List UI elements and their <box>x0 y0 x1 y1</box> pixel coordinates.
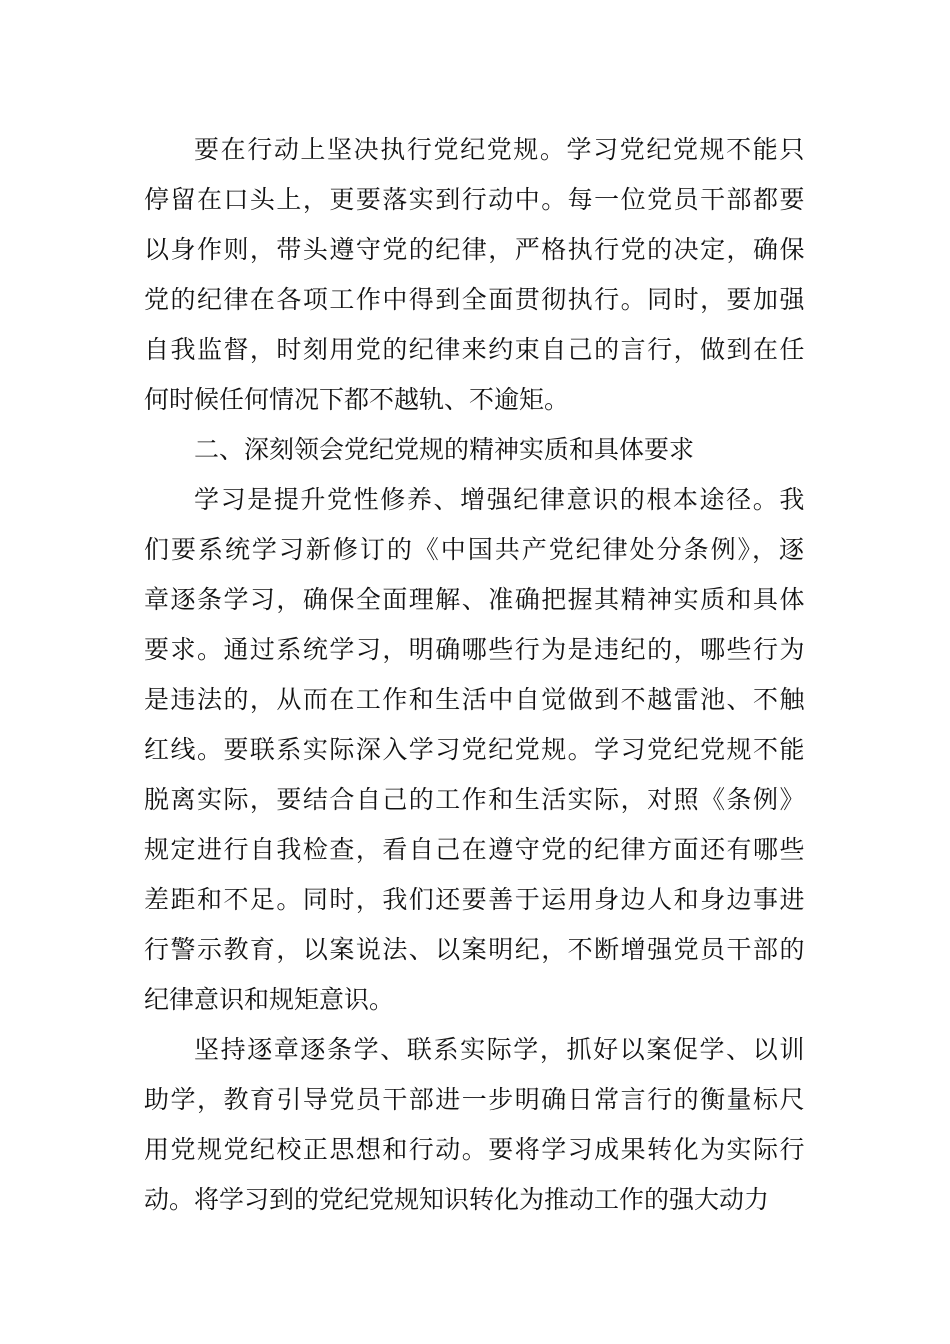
text-line: 坚持逐章逐条学、联系实际学，抓好以案促学、以训 <box>194 1035 806 1064</box>
text-line: 党的纪律在各项工作中得到全面贯彻执行。同时，要加强 <box>144 285 806 314</box>
text-line: 以身作则，带头遵守党的纪律，严格执行党的决定，确保 <box>144 235 806 264</box>
text-line: 章逐条学习，确保全面理解、准确把握其精神实质和具体 <box>144 585 806 614</box>
section-heading <box>144 425 806 475</box>
text-line: 规定进行自我检查，看自己在遵守党的纪律方面还有哪些 <box>144 835 806 864</box>
text-line: 用党规党纪校正思想和行动。要将学习成果转化为实际行 <box>144 1135 806 1164</box>
text-line: 们要系统学习新修订的《中国共产党纪律处分条例》，逐 <box>144 535 806 564</box>
paragraph-discipline-action <box>144 125 806 425</box>
text-line: 自我监督，时刻用党的纪律来约束自己的言行，做到在任 <box>144 335 806 364</box>
text-line: 动。将学习到的党纪党规知识转化为推动工作的强大动力 <box>144 1185 770 1214</box>
text-line: 行警示教育，以案说法、以案明纪，不断增强党员干部的 <box>144 935 806 964</box>
text-line: 脱离实际，要结合自己的工作和生活实际，对照《条例》 <box>144 785 806 814</box>
text-line: 停留在口头上，更要落实到行动中。每一位党员干部都要 <box>144 185 806 214</box>
text-line: 助学，教育引导党员干部进一步明确日常言行的衡量标尺 <box>144 1085 806 1114</box>
text-line: 要在行动上坚决执行党纪党规。学习党纪党规不能只 <box>194 135 806 164</box>
text-line: 纪律意识和规矩意识。 <box>144 985 395 1014</box>
text-line: 要求。通过系统学习，明确哪些行为是违纪的，哪些行为 <box>144 635 806 664</box>
text-line: 何时候任何情况下都不越轨、不逾矩。 <box>144 385 570 414</box>
text-line: 差距和不足。同时，我们还要善于运用身边人和身边事进 <box>144 885 806 914</box>
heading-line: 二、深刻领会党纪党规的精神实质和具体要求 <box>194 435 695 464</box>
paragraph-study <box>144 475 806 1025</box>
paragraph-persist <box>144 1025 806 1225</box>
text-line: 红线。要联系实际深入学习党纪党规。学习党纪党规不能 <box>144 735 806 764</box>
text-line: 是违法的，从而在工作和生活中自觉做到不越雷池、不触 <box>144 685 806 714</box>
text-line: 学习是提升党性修养、增强纪律意识的根本途径。我 <box>194 485 806 514</box>
document-page <box>144 125 806 1225</box>
